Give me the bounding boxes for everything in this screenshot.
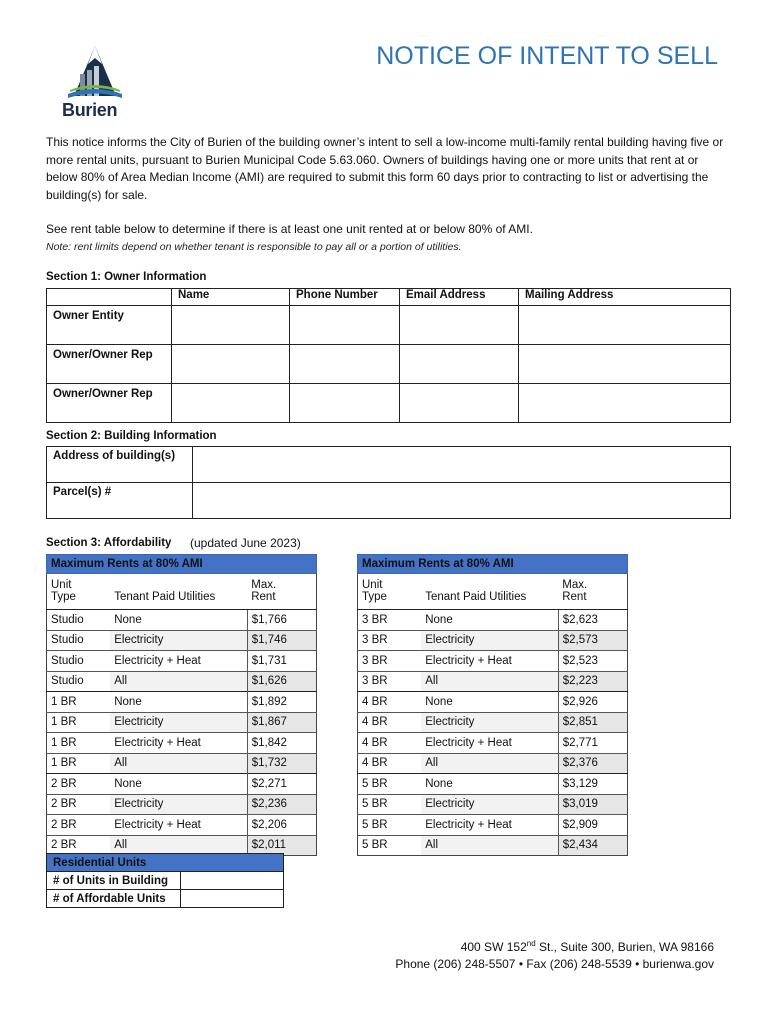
table-row	[47, 774, 317, 795]
max-rent-cell: $1,842	[247, 733, 316, 754]
table-row	[358, 610, 628, 631]
utilities-cell: None	[110, 774, 247, 795]
max-rent-cell: $2,434	[558, 835, 627, 856]
rent-table-instruction: See rent table below to determine if there is at least one unit rented at or below 80% of AMI.	[46, 222, 533, 236]
unit-type-cell: 5 BR	[358, 774, 422, 795]
unit-type-cell: 2 BR	[47, 794, 111, 815]
utilities-cell: None	[421, 774, 558, 795]
unit-type-cell: 4 BR	[358, 733, 422, 754]
table-row	[358, 630, 628, 651]
unit-type-cell: 3 BR	[358, 671, 422, 692]
row-label: Address of building(s)	[47, 447, 193, 483]
row-label: # of Units in Building	[47, 872, 181, 890]
column-header-email: Email Address	[400, 289, 519, 306]
unit-type-cell: 1 BR	[47, 753, 111, 774]
footer-address-end: St., Suite 300, Burien, WA 98166	[535, 940, 714, 954]
table-row	[47, 306, 731, 345]
unit-type-cell: 5 BR	[358, 835, 422, 856]
col-rent-header: Max.	[251, 579, 277, 591]
max-rent-cell: $1,867	[247, 712, 316, 733]
max-rent-cell: $2,223	[558, 671, 627, 692]
row-label: Owner Entity	[47, 306, 172, 345]
col-unit-header: Unit	[362, 579, 383, 591]
rent-table-left	[46, 554, 317, 856]
row-label: Owner/Owner Rep	[47, 384, 172, 423]
table-row	[47, 753, 317, 774]
table-row	[47, 384, 731, 423]
parcel-number-field[interactable]	[193, 483, 731, 519]
utilities-cell: Electricity	[110, 630, 247, 651]
blank-header	[110, 574, 247, 592]
blank-header-cell	[47, 289, 172, 306]
unit-type-cell: 4 BR	[358, 753, 422, 774]
max-rent-cell: $2,523	[558, 651, 627, 672]
table-row	[47, 815, 317, 836]
footer-address-start: 400 SW 152	[460, 940, 527, 954]
utilities-cell: All	[421, 753, 558, 774]
residential-units-title: Residential Units	[47, 854, 284, 872]
utilities-cell: None	[421, 692, 558, 713]
updated-date: (updated June 2023)	[190, 536, 301, 550]
owner-rep-1-phone-field[interactable]	[290, 345, 400, 384]
rent-table-title: Maximum Rents at 80% AMI	[47, 555, 317, 574]
owner-rep-1-email-field[interactable]	[400, 345, 519, 384]
utilities-cell: Electricity	[110, 794, 247, 815]
utilities-cell: All	[110, 671, 247, 692]
max-rent-cell: $2,851	[558, 712, 627, 733]
utilities-cell: Electricity	[421, 712, 558, 733]
utilities-cell: Electricity	[421, 630, 558, 651]
table-row	[47, 794, 317, 815]
max-rent-cell: $2,926	[558, 692, 627, 713]
max-rent-cell: $3,129	[558, 774, 627, 795]
col-rent-header-2: Rent	[251, 591, 276, 603]
owner-rep-1-name-field[interactable]	[172, 345, 290, 384]
max-rent-cell: $2,011	[247, 835, 316, 856]
table-row	[358, 712, 628, 733]
col-rent-header: Max.	[562, 579, 588, 591]
residential-units-table	[46, 853, 284, 908]
unit-type-cell: 2 BR	[47, 774, 111, 795]
table-row	[47, 447, 731, 483]
utilities-cell: Electricity + Heat	[110, 651, 247, 672]
owner-entity-name-field[interactable]	[172, 306, 290, 345]
table-row	[47, 483, 731, 519]
max-rent-cell: $2,623	[558, 610, 627, 631]
owner-rep-2-phone-field[interactable]	[290, 384, 400, 423]
unit-type-cell: 5 BR	[358, 815, 422, 836]
max-rent-cell: $2,376	[558, 753, 627, 774]
utilities-cell: Electricity + Heat	[110, 733, 247, 754]
footer-address	[300, 939, 714, 954]
unit-type-cell: 1 BR	[47, 692, 111, 713]
row-label: # of Affordable Units	[47, 890, 181, 908]
max-rent-cell: $2,206	[247, 815, 316, 836]
column-header-mailing-address: Mailing Address	[519, 289, 731, 306]
max-rent-cell: $2,271	[247, 774, 316, 795]
building-address-field[interactable]	[193, 447, 731, 483]
unit-type-cell: 3 BR	[358, 651, 422, 672]
table-row	[47, 610, 317, 631]
max-rent-cell: $1,626	[247, 671, 316, 692]
unit-type-cell: 3 BR	[358, 630, 422, 651]
table-row	[358, 774, 628, 795]
utilities-cell: None	[421, 610, 558, 631]
max-rent-cell: $1,732	[247, 753, 316, 774]
table-row	[358, 835, 628, 856]
table-row	[47, 692, 317, 713]
units-in-building-field[interactable]	[181, 872, 284, 890]
utilities-cell: All	[421, 671, 558, 692]
table-row	[47, 872, 284, 890]
table-row	[358, 794, 628, 815]
table-row	[47, 630, 317, 651]
max-rent-cell: $2,909	[558, 815, 627, 836]
table-row	[47, 671, 317, 692]
row-label: Owner/Owner Rep	[47, 345, 172, 384]
unit-type-cell: Studio	[47, 610, 111, 631]
col-utilities-header: Tenant Paid Utilities	[425, 591, 527, 603]
affordable-units-field[interactable]	[181, 890, 284, 908]
section-1-label: Section 1: Owner Information	[46, 271, 207, 283]
max-rent-cell: $2,771	[558, 733, 627, 754]
table-row	[47, 651, 317, 672]
unit-type-cell: 5 BR	[358, 794, 422, 815]
col-unit-header: Unit	[51, 579, 72, 591]
utilities-cell: None	[110, 610, 247, 631]
owner-rep-1-mailing-field[interactable]	[519, 345, 731, 384]
rent-table-title: Maximum Rents at 80% AMI	[358, 555, 628, 574]
unit-type-cell: 2 BR	[47, 815, 111, 836]
intro-paragraph: This notice informs the City of Burien of the building owner’s intent to sell a low-income multi-family rental building having five or more rental units, pursuant to Burien Municipal Code 5.63.060. Owners of buildings having one or more units that rent at or below 80% of Area Median Income (AMI) are required to submit this form 60 days prior to contracting to list or advertising the building(s) for sale.	[46, 135, 724, 202]
logo-text: Burien	[62, 100, 118, 120]
owner-rep-2-mailing-field[interactable]	[519, 384, 731, 423]
unit-type-cell: 4 BR	[358, 712, 422, 733]
table-row	[358, 733, 628, 754]
owner-entity-phone-field[interactable]	[290, 306, 400, 345]
unit-type-cell: Studio	[47, 671, 111, 692]
utilities-note: Note: rent limits depend on whether tenant is responsible to pay all or a portion of utilities.	[46, 241, 462, 253]
utilities-cell: Electricity	[421, 794, 558, 815]
table-row	[47, 712, 317, 733]
section-2-label: Section 2: Building Information	[46, 430, 217, 442]
col-type-header: Type	[51, 591, 76, 603]
table-row	[358, 692, 628, 713]
max-rent-cell: $1,892	[247, 692, 316, 713]
unit-type-cell: 4 BR	[358, 692, 422, 713]
table-row	[47, 345, 731, 384]
max-rent-cell: $1,746	[247, 630, 316, 651]
utilities-cell: None	[110, 692, 247, 713]
unit-type-cell: 1 BR	[47, 712, 111, 733]
max-rent-cell: $2,236	[247, 794, 316, 815]
utilities-cell: Electricity + Heat	[421, 815, 558, 836]
footer-address-ordinal: nd	[526, 939, 536, 948]
utilities-cell: All	[421, 835, 558, 856]
unit-type-cell: 3 BR	[358, 610, 422, 631]
table-row	[47, 890, 284, 908]
owner-rep-2-email-field[interactable]	[400, 384, 519, 423]
owner-entity-email-field[interactable]	[400, 306, 519, 345]
table-row	[358, 815, 628, 836]
table-row	[358, 651, 628, 672]
footer-contact: Phone (206) 248-5507 • Fax (206) 248-5539 • burienwa.gov	[395, 957, 714, 971]
owner-entity-mailing-field[interactable]	[519, 306, 731, 345]
unit-type-cell: Studio	[47, 630, 111, 651]
col-utilities-header: Tenant Paid Utilities	[114, 591, 216, 603]
utilities-cell: All	[110, 835, 247, 856]
section-3-label: Section 3: Affordability	[46, 537, 172, 549]
max-rent-cell: $2,573	[558, 630, 627, 651]
blank-header	[421, 574, 558, 592]
col-type-header: Type	[362, 591, 387, 603]
table-row	[47, 733, 317, 754]
utilities-cell: Electricity + Heat	[110, 815, 247, 836]
owner-information-table	[46, 288, 731, 423]
table-row	[358, 671, 628, 692]
utilities-cell: Electricity	[110, 712, 247, 733]
building-information-table	[46, 446, 731, 519]
rent-table-right	[357, 554, 628, 856]
col-rent-header-2: Rent	[562, 591, 587, 603]
owner-rep-2-name-field[interactable]	[172, 384, 290, 423]
column-header-name: Name	[172, 289, 290, 306]
unit-type-cell: 2 BR	[47, 835, 111, 856]
column-header-phone: Phone Number	[290, 289, 400, 306]
unit-type-cell: 1 BR	[47, 733, 111, 754]
unit-type-cell: Studio	[47, 651, 111, 672]
table-row	[358, 753, 628, 774]
row-label: Parcel(s) #	[47, 483, 193, 519]
utilities-cell: Electricity + Heat	[421, 733, 558, 754]
max-rent-cell: $3,019	[558, 794, 627, 815]
max-rent-cell: $1,731	[247, 651, 316, 672]
page-title: NOTICE OF INTENT TO SELL	[376, 42, 718, 70]
utilities-cell: All	[110, 753, 247, 774]
max-rent-cell: $1,766	[247, 610, 316, 631]
utilities-cell: Electricity + Heat	[421, 651, 558, 672]
